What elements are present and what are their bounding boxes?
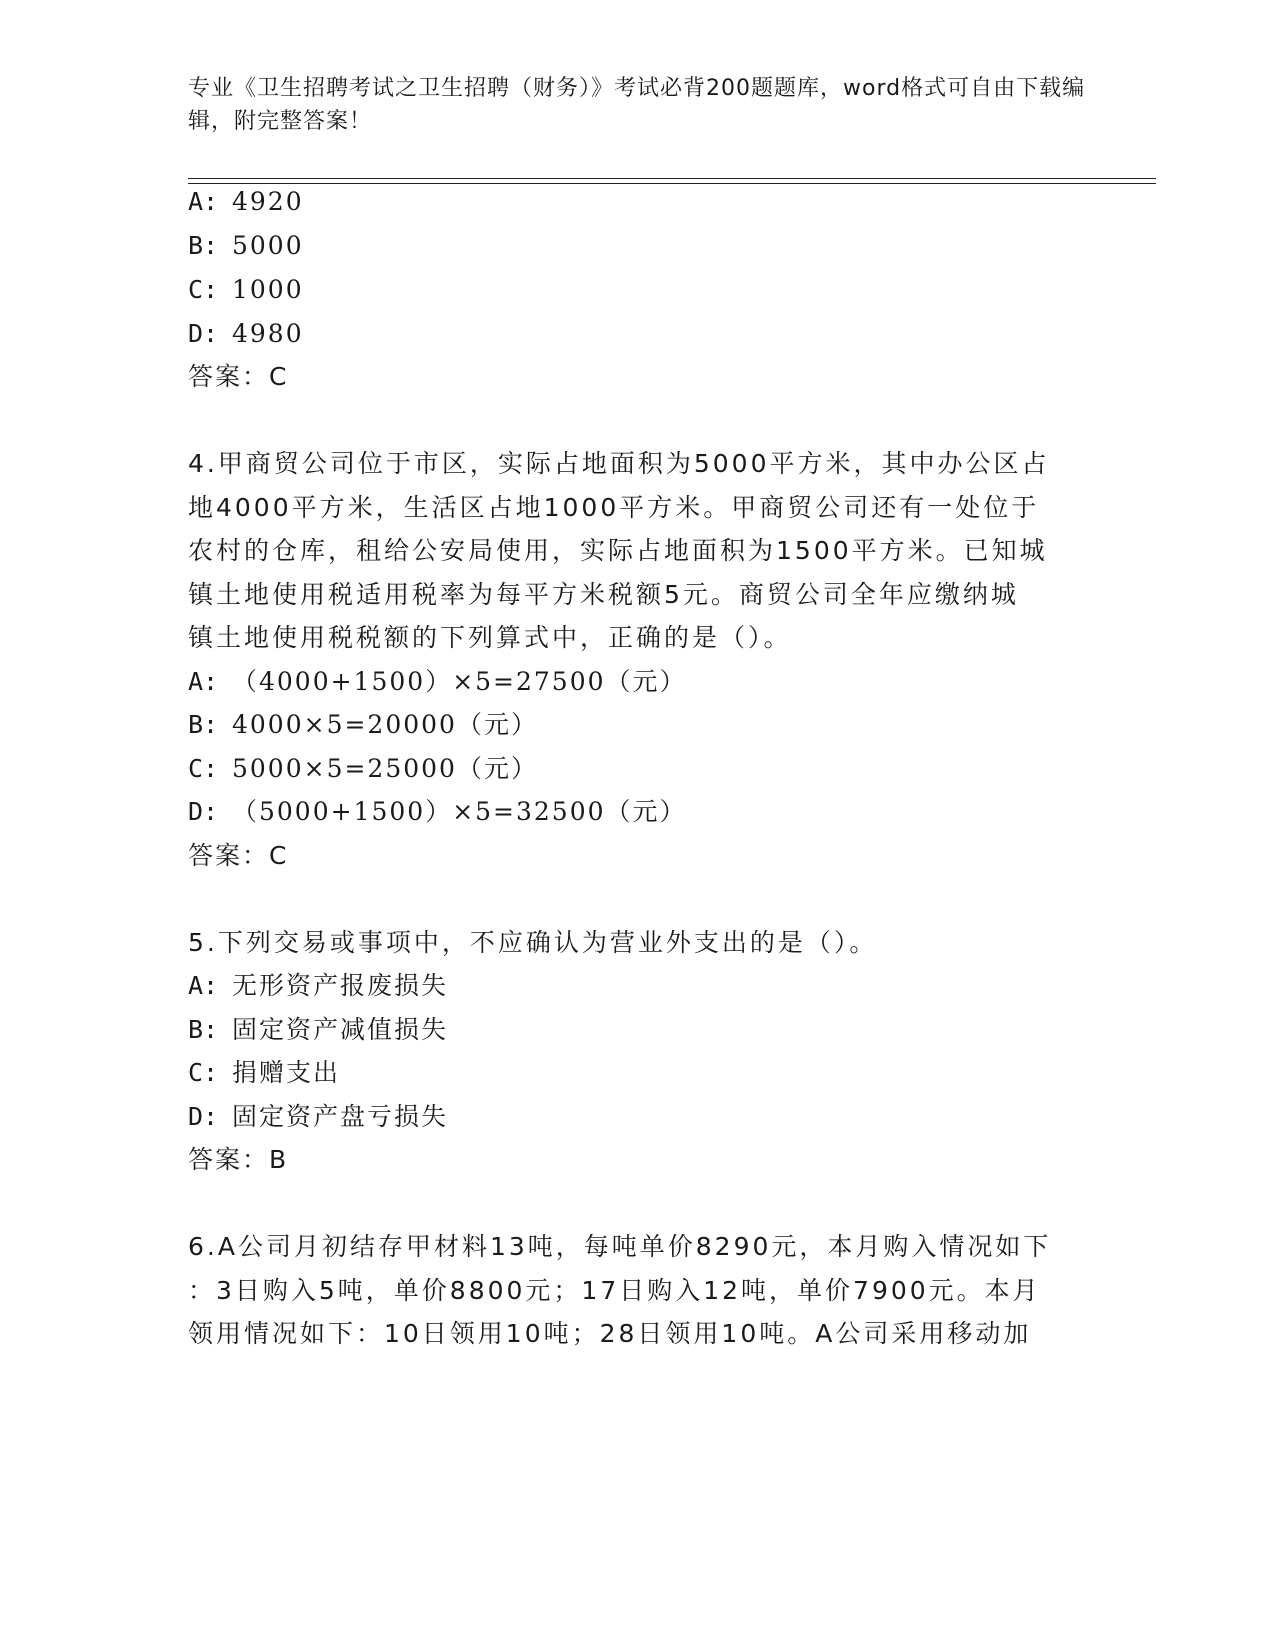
q3-option-b: B: 5000 — [188, 231, 304, 260]
q4-answer: 答案：C — [188, 841, 289, 870]
q4-option-d: D: （5000+1500）×5=32500（元） — [188, 797, 687, 826]
q6-stem-line-3: 领用情况如下：10日领用10吨；28日领用10吨。A公司采用移动加 — [188, 1319, 1032, 1348]
q4-stem-line-2: 地4000平方米，生活区占地1000平方米。甲商贸公司还有一处位于 — [188, 493, 1040, 522]
q3-option-d: D: 4980 — [188, 319, 304, 348]
q5-option-b: B: 固定资产减值损失 — [188, 1015, 449, 1044]
document-header: 专业《卫生招聘考试之卫生招聘（财务）》考试必背200题题库，word格式可自由下载编辑，附完整答案！ — [188, 76, 1086, 134]
q3-option-a: A: 4920 — [188, 187, 304, 216]
q6-stem-line-1: 6.A公司月初结存甲材料13吨，每吨单价8290元，本月购入情况如下 — [188, 1232, 1052, 1261]
q5-stem-line-1: 5.下列交易或事项中，不应确认为营业外支出的是（）。 — [188, 928, 878, 957]
q5-option-c: C: 捐赠支出 — [188, 1058, 341, 1087]
q4-option-b: B: 4000×5=20000（元） — [188, 710, 538, 739]
q3-answer: 答案：C — [188, 362, 289, 391]
q4-stem-line-3: 农村的仓库，租给公安局使用，实际占地面积为1500平方米。已知城 — [188, 536, 1048, 565]
q6-stem-line-2: ：3日购入5吨，单价8800元；17日购入12吨，单价7900元。本月 — [188, 1276, 1041, 1305]
q5-option-a: A: 无形资产报废损失 — [188, 971, 449, 1000]
header-divider-top — [188, 178, 1156, 179]
q5-option-d: D: 固定资产盘亏损失 — [188, 1102, 449, 1131]
q4-stem-line-1: 4.甲商贸公司位于市区，实际占地面积为5000平方米，其中办公区占 — [188, 449, 1050, 478]
q4-stem-line-5: 镇土地使用税税额的下列算式中，正确的是（）。 — [188, 623, 792, 652]
q4-stem-line-4: 镇土地使用税适用税率为每平方米税额5元。商贸公司全年应缴纳城 — [188, 580, 1019, 609]
q4-option-a: A: （4000+1500）×5=27500（元） — [188, 667, 687, 696]
q5-answer: 答案：B — [188, 1145, 289, 1174]
q4-option-c: C: 5000×5=25000（元） — [188, 754, 538, 783]
header-divider-bottom — [188, 183, 1156, 184]
q3-option-c: C: 1000 — [188, 275, 304, 304]
